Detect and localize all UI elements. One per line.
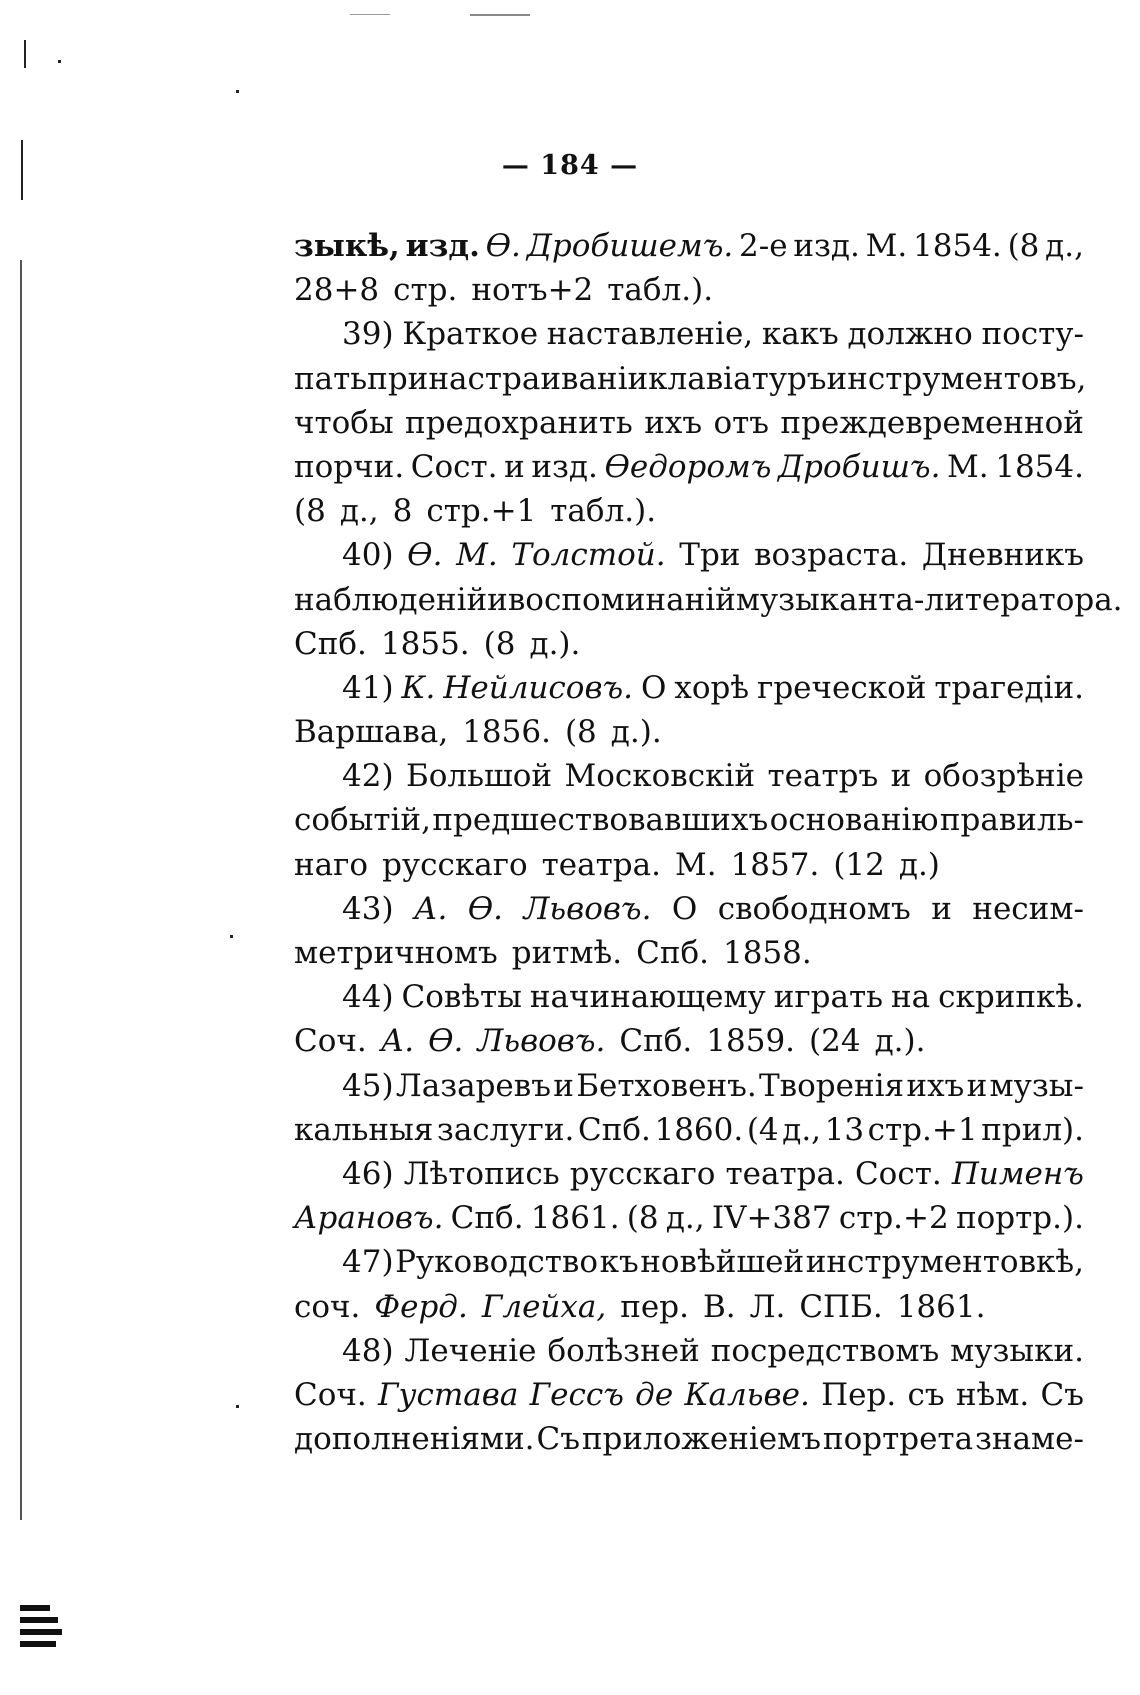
- word: Сост.: [854, 1155, 942, 1192]
- scan-top-rule: [350, 14, 390, 15]
- word: Руководство: [395, 1244, 599, 1281]
- word: Съ: [1040, 1376, 1084, 1413]
- author-name: Арановъ.: [294, 1200, 444, 1237]
- word: скрипкѣ.: [938, 979, 1084, 1016]
- word: Спб.: [636, 935, 710, 971]
- word: 1854.: [995, 448, 1084, 485]
- word: Спб.: [577, 1111, 651, 1148]
- word: русскаго: [382, 846, 528, 883]
- word: предшествовавшихъ: [432, 802, 769, 839]
- author-name: Львовъ.: [477, 1023, 606, 1060]
- word: настраиваніи: [428, 360, 649, 397]
- word: стр.+2: [838, 1200, 949, 1237]
- text-line: [294, 1285, 1084, 1329]
- text-line: [294, 1417, 1084, 1461]
- entry-number: 46): [342, 1155, 394, 1192]
- word: Лѣтопись: [403, 1155, 560, 1192]
- author-name: де: [635, 1376, 674, 1413]
- word: (24: [809, 1023, 861, 1060]
- word: Спб.: [450, 1200, 524, 1237]
- author-initial: Ѳ.: [485, 228, 521, 264]
- text-line: [294, 622, 1084, 666]
- word: наго: [294, 846, 369, 883]
- word: греческой: [757, 669, 927, 706]
- scan-top-rule: [470, 14, 530, 16]
- author-name: Львовъ.: [523, 890, 652, 927]
- word: портр.).: [955, 1200, 1084, 1237]
- word: Съ: [536, 1421, 580, 1458]
- word: 8: [392, 493, 413, 530]
- scan-dot: [230, 935, 233, 938]
- word: должно: [847, 316, 973, 353]
- word: Спб.: [294, 625, 367, 662]
- entry-number: 41): [342, 669, 394, 706]
- word: новѣйшей: [640, 1244, 805, 1281]
- word: посту-: [981, 316, 1084, 353]
- word: метричномъ: [294, 935, 498, 971]
- word: д.,: [782, 1111, 822, 1148]
- author-initial: Ѳ.: [407, 537, 443, 574]
- word: IV+387: [711, 1200, 832, 1237]
- word: заслуги.: [436, 1111, 575, 1148]
- word: Лазаревъ: [395, 1067, 551, 1104]
- word: (4: [746, 1111, 779, 1148]
- word: портрета: [822, 1421, 974, 1458]
- entry-number: 40): [342, 537, 394, 574]
- entry-43-start: [294, 887, 1084, 931]
- scan-binding-marks: [20, 1605, 62, 1665]
- word: и: [504, 448, 525, 485]
- entry-number: 47): [342, 1244, 394, 1281]
- word: д.).: [529, 625, 581, 662]
- text-line: [294, 843, 1084, 887]
- author-initial: А.: [413, 890, 448, 927]
- word: пер.: [620, 1288, 689, 1325]
- word: О: [641, 669, 667, 706]
- word: стр.+1: [426, 493, 537, 530]
- word: изд.: [405, 228, 480, 264]
- word: (8: [294, 493, 326, 530]
- word: и: [487, 581, 508, 618]
- page-number: — 184 —: [501, 150, 639, 181]
- word: соч.: [294, 1288, 361, 1325]
- word: СПБ.: [799, 1288, 883, 1325]
- entry-46-start: [294, 1152, 1084, 1196]
- entry-44-start: [294, 975, 1084, 1019]
- word: играть: [773, 979, 884, 1016]
- text-line: [294, 578, 1123, 622]
- word: съ: [907, 1376, 945, 1413]
- word: д.): [898, 846, 940, 883]
- word: воспоминаній: [507, 581, 736, 618]
- word: театръ: [767, 758, 879, 795]
- word: къ: [599, 1244, 639, 1281]
- word: Московскій: [564, 758, 756, 795]
- word: и: [553, 1067, 574, 1104]
- word: ихъ: [906, 1067, 965, 1104]
- author-initial: Ѳ.: [467, 890, 504, 927]
- text-line: [294, 357, 1087, 401]
- word: Три: [679, 537, 741, 574]
- word: стр.+1: [867, 1111, 978, 1148]
- author-name: Ферд.: [374, 1288, 468, 1325]
- author-name: Кальве.: [684, 1376, 810, 1413]
- scan-dot: [236, 90, 239, 93]
- word: наблюденій: [294, 581, 488, 618]
- text-line: [294, 268, 1084, 312]
- word: Пер.: [821, 1376, 897, 1413]
- word: (8: [483, 625, 516, 662]
- word: Дневникъ: [921, 537, 1084, 574]
- word: какъ: [761, 316, 839, 353]
- word: д.).: [610, 714, 662, 751]
- word: 1861.: [530, 1200, 620, 1237]
- word: 1857.: [730, 846, 820, 883]
- entry-number: 45): [342, 1067, 394, 1104]
- entry-number: 39): [342, 316, 394, 353]
- word: при: [367, 360, 429, 397]
- text-line: [294, 401, 1084, 445]
- word: Сост.: [410, 448, 498, 485]
- word: изд.: [531, 448, 598, 485]
- word: обозрѣніе: [923, 758, 1084, 795]
- author-name: Толстой.: [511, 537, 666, 574]
- word: 2-е: [739, 228, 788, 264]
- word: чтобы: [294, 404, 394, 441]
- scan-edge-mark: [20, 260, 22, 1520]
- word: Соч.: [294, 1376, 367, 1413]
- scan-dot: [58, 60, 61, 63]
- word: клавіатуръ: [648, 360, 827, 397]
- word: д.,: [339, 493, 379, 530]
- entry-47-start: [294, 1240, 1084, 1284]
- word: прил).: [981, 1111, 1084, 1148]
- author-name: Дробишъ.: [777, 448, 941, 485]
- author-name: Густава: [378, 1376, 519, 1413]
- author-name: Гессъ: [529, 1376, 624, 1413]
- text-line: [294, 489, 1084, 533]
- entry-number: 48): [342, 1332, 394, 1369]
- author-name: Нейлисовъ.: [443, 669, 634, 706]
- word: 1859.: [706, 1023, 796, 1060]
- word: зыкѣ,: [294, 228, 400, 264]
- word: М.: [674, 846, 717, 883]
- word: (8: [626, 1200, 659, 1237]
- word: д.,: [665, 1200, 705, 1237]
- word: изд.: [793, 228, 860, 264]
- author-name: Дробишемъ.: [526, 228, 734, 264]
- word: трагедіи.: [934, 669, 1084, 706]
- word: Совѣты: [401, 979, 522, 1016]
- word: М.: [947, 448, 989, 485]
- word: 1860.: [654, 1111, 744, 1148]
- word: музы-: [989, 1067, 1084, 1104]
- word: Соч.: [294, 1023, 367, 1060]
- author-initial: А.: [380, 1023, 415, 1060]
- word: 1854.: [913, 228, 1002, 264]
- entry-42-start: [294, 754, 1084, 798]
- word: 1855.: [380, 625, 470, 662]
- entry-48-start: [294, 1329, 1084, 1373]
- word: пать: [294, 360, 368, 397]
- word: свободномъ: [717, 890, 911, 927]
- word: болѣзней: [547, 1332, 700, 1369]
- word: знаме-: [975, 1421, 1084, 1458]
- word: табл.).: [550, 493, 657, 530]
- word: несим-: [972, 890, 1084, 927]
- word: начинающему: [529, 979, 766, 1016]
- text-line: [294, 931, 1084, 975]
- word: преждевременной: [780, 404, 1084, 441]
- author-name: Пименъ: [951, 1155, 1084, 1192]
- word: кальныя: [294, 1111, 434, 1148]
- word: 13: [824, 1111, 865, 1148]
- word: Леченіе: [404, 1332, 537, 1369]
- word: и: [890, 758, 912, 795]
- word: дополненіями.: [294, 1421, 535, 1458]
- text-line: [294, 445, 1084, 489]
- word: и: [966, 1067, 988, 1104]
- text-line: [294, 798, 1084, 842]
- word: приложеніемъ: [581, 1421, 821, 1458]
- word: Л.: [749, 1288, 786, 1325]
- author-name: Ѳедоромъ: [604, 448, 772, 485]
- word: хорѣ: [674, 669, 750, 706]
- word: В.: [702, 1288, 736, 1325]
- word: О: [671, 890, 698, 927]
- word: инструментовкѣ,: [805, 1244, 1084, 1281]
- entry-number: 42): [342, 758, 394, 795]
- word: Варшава,: [294, 714, 449, 751]
- author-name: Глейха,: [481, 1288, 607, 1325]
- word: (8: [1007, 228, 1040, 264]
- entry-39-start: [294, 312, 1084, 356]
- word: ихъ: [644, 404, 703, 441]
- word: театра.: [725, 1155, 845, 1192]
- word: на: [891, 979, 931, 1016]
- word: Творенія: [758, 1067, 905, 1104]
- entry-40-start: [294, 533, 1084, 577]
- word: (12: [833, 846, 885, 883]
- word: ритмѣ.: [511, 935, 623, 971]
- author-initial: К.: [401, 669, 436, 706]
- word: отъ: [713, 404, 770, 441]
- entry-number: 44): [342, 979, 394, 1016]
- author-initial: М.: [456, 537, 498, 574]
- word: Бетховенъ.: [576, 1067, 757, 1104]
- word: 1861.: [896, 1288, 986, 1325]
- word: Краткое: [402, 316, 539, 353]
- word: табл.).: [607, 272, 714, 309]
- text-line: [294, 224, 1084, 268]
- text-line: [294, 1373, 1084, 1417]
- word: русскаго: [569, 1155, 716, 1192]
- word: (8: [564, 714, 597, 751]
- word: Спб.: [619, 1023, 693, 1060]
- entry-41-start: [294, 666, 1084, 710]
- word: музыканта-литератора.: [735, 581, 1123, 618]
- page-body-text: [294, 224, 1123, 1461]
- word: нѣм.: [955, 1376, 1030, 1413]
- word: 1856.: [462, 714, 551, 751]
- text-line: [294, 1108, 1084, 1152]
- entry-number: 43): [342, 890, 394, 927]
- word: д.,: [1045, 228, 1084, 264]
- word: М.: [865, 228, 908, 264]
- word: основанію: [769, 802, 939, 839]
- word: 28+8: [294, 272, 380, 309]
- word: нотъ+2: [471, 272, 594, 309]
- text-line: [294, 1196, 1084, 1240]
- word: инструментовъ,: [826, 360, 1087, 397]
- author-initial: Ѳ.: [428, 1023, 464, 1060]
- entry-45-start: [294, 1064, 1084, 1108]
- text-line: [294, 710, 1084, 754]
- word: Большой: [405, 758, 553, 795]
- word: событій,: [294, 802, 431, 839]
- word: возраста.: [754, 537, 909, 574]
- word: стр.: [393, 272, 458, 309]
- word: правиль-: [939, 802, 1084, 839]
- word: д.).: [874, 1023, 926, 1060]
- word: музыки.: [950, 1332, 1084, 1369]
- word: театра.: [541, 846, 661, 883]
- scan-dot: [236, 1405, 239, 1408]
- text-line: [294, 1019, 1084, 1063]
- word: порчи.: [294, 448, 405, 485]
- word: 1858.: [723, 935, 812, 971]
- word: наставленіе,: [546, 316, 754, 353]
- scan-edge-mark: [24, 40, 26, 68]
- word: и: [931, 890, 952, 927]
- word: посредствомъ: [710, 1332, 940, 1369]
- word: предохранить: [405, 404, 633, 441]
